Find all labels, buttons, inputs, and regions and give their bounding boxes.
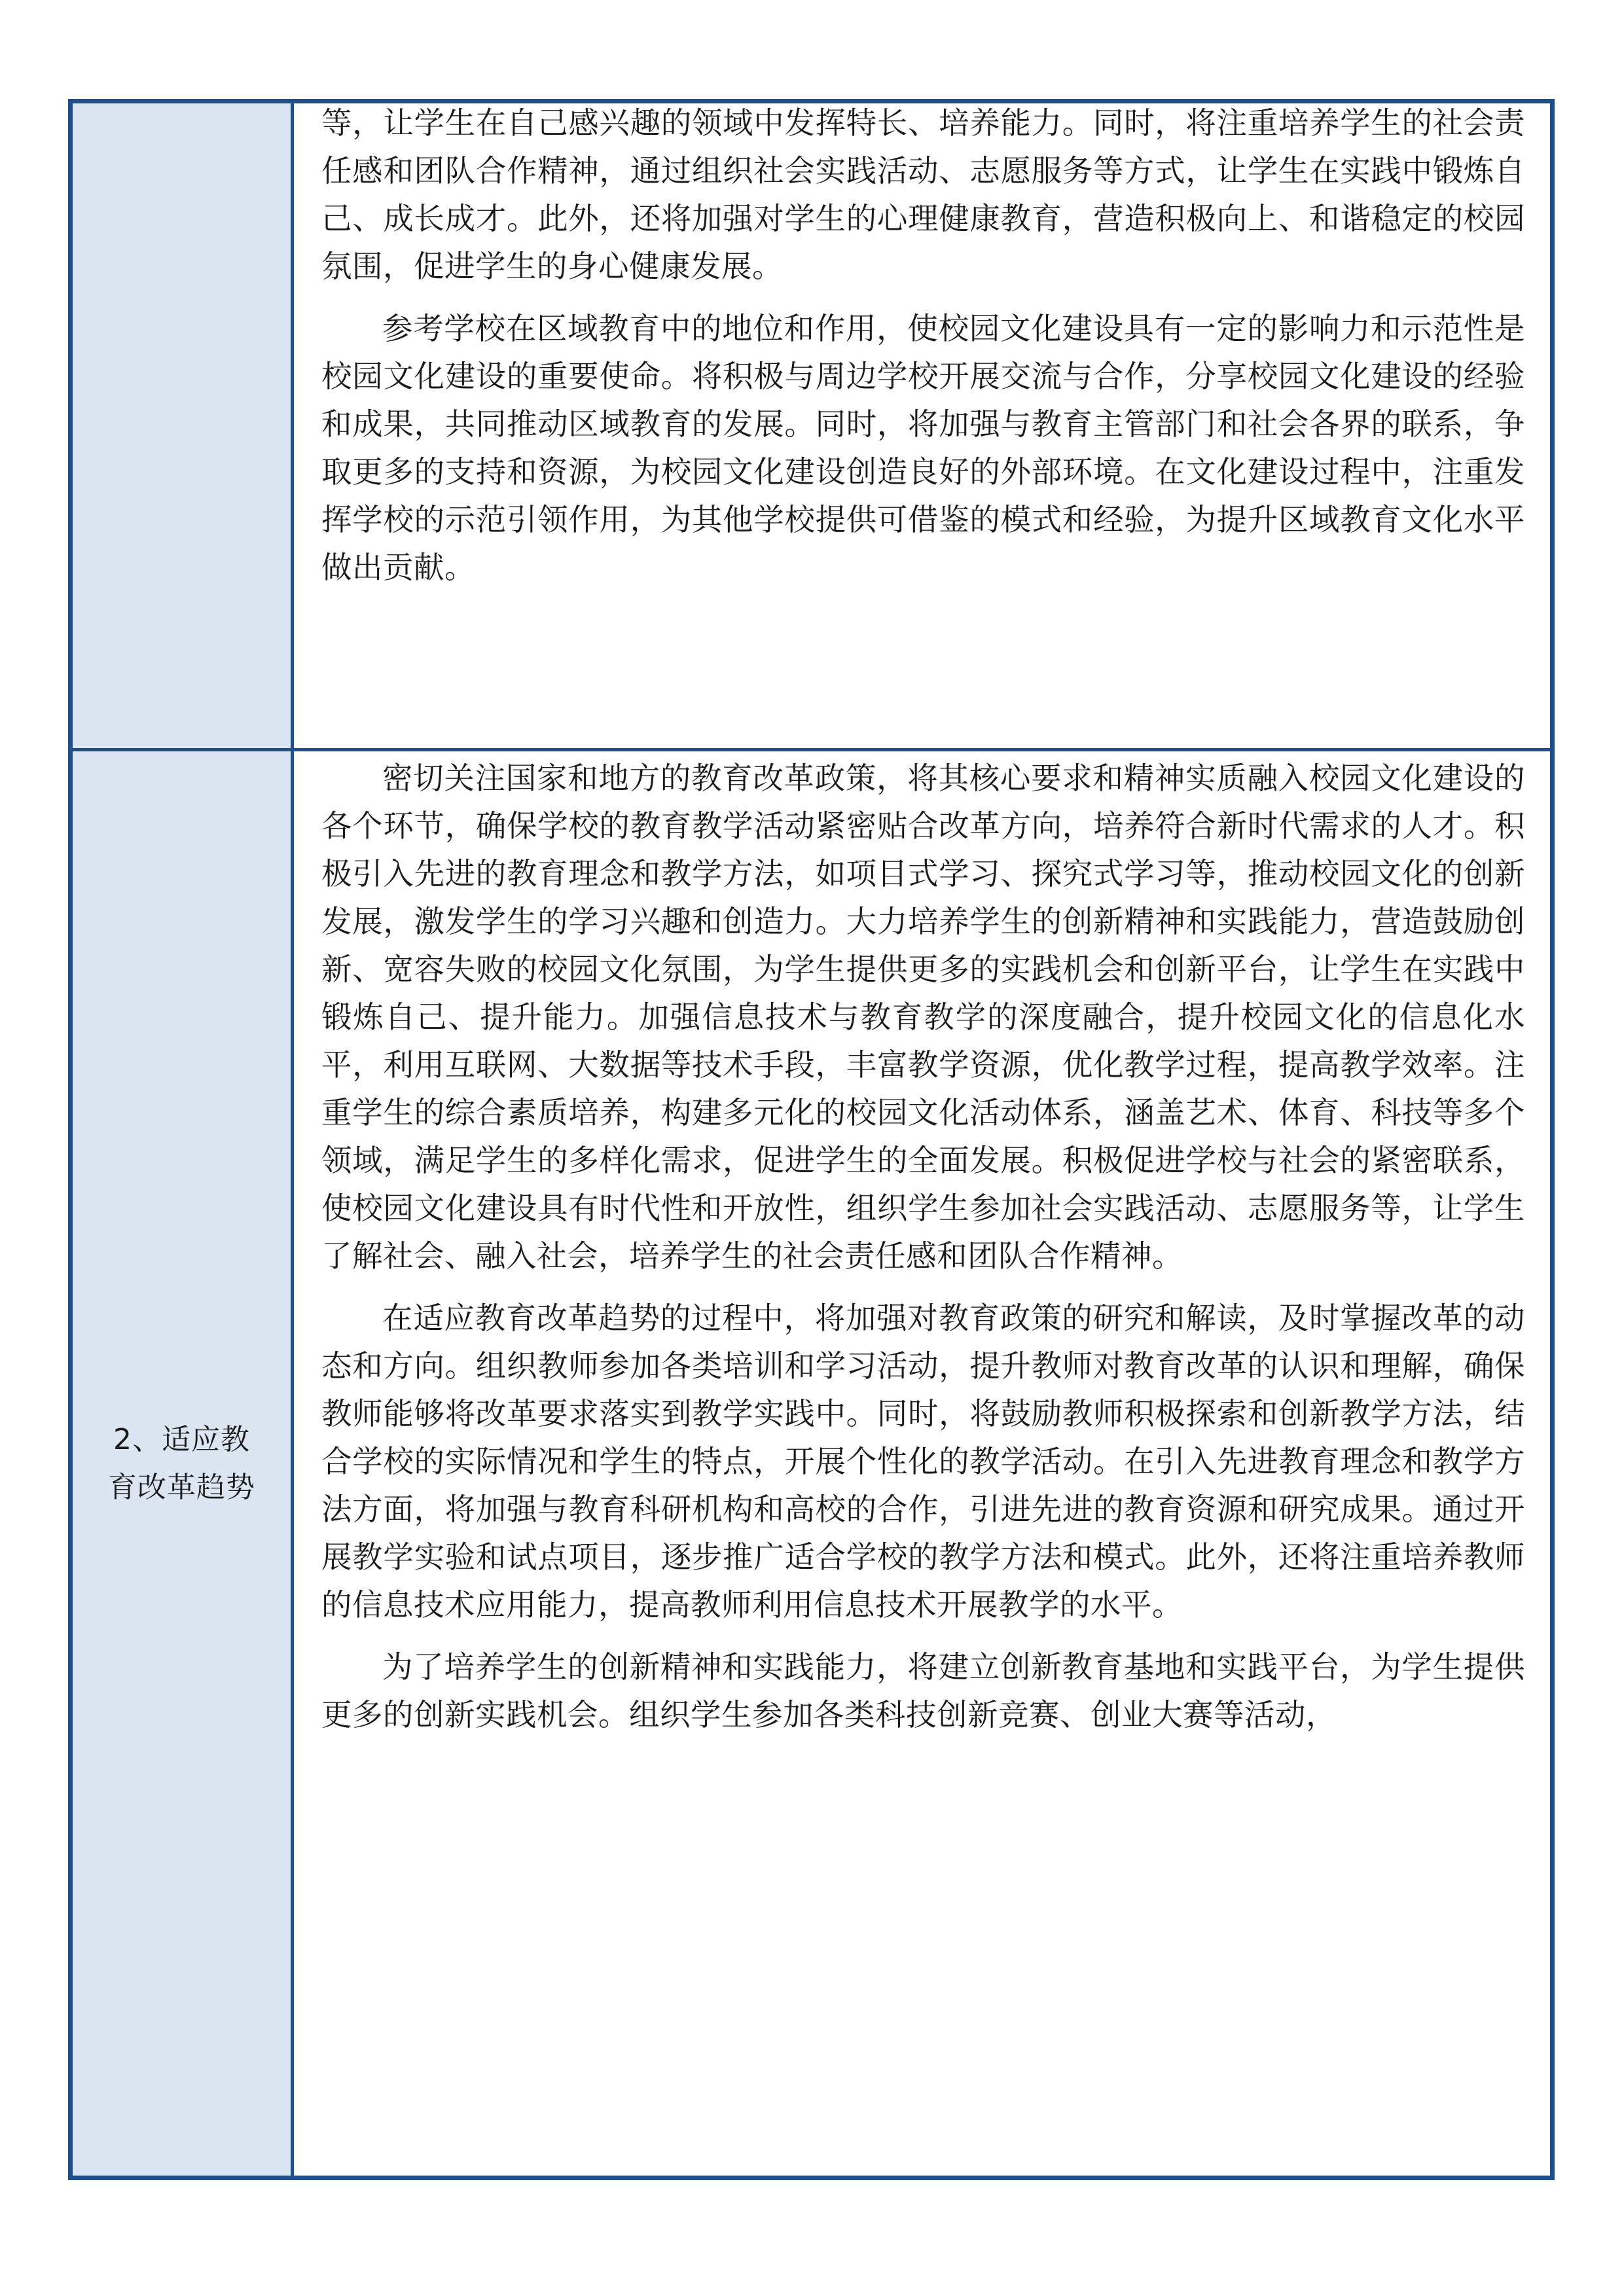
row-label-cell (73, 103, 294, 748)
table-row (73, 751, 1550, 2176)
document-table (68, 99, 1555, 2180)
row-content-cell (294, 103, 1550, 748)
paragraph: 为了培养学生的创新精神和实践能力，将建立创新教育基地和实践平台，为学生提供更多的创新实践机会。组织学生参加各类科技创新竞赛、创业大赛等活动， (321, 1649, 1525, 1732)
paragraph: 密切关注国家和地方的教育改革政策，将其核心要求和精神实质融入校园文化建设的各个环节，确保学校的教育教学活动紧密贴合改革方向，培养符合新时代需求的人才。积极引入先进的教育理念和教学方法，如项目式学习、探究式学习等，推动校园文化的创新发展，激发学生的学习兴趣和创造力。大力培养学生的创新精神和实践能力，营造鼓励创新、宽容失败的校园文化氛围，为学生提供更多的实践机会和创新平台，让学生在实践中锻炼自己、提升能力。加强信息技术与教育教学的深度融合，提升校园文化的信息化水平，利用互联网、大数据等技术手段，丰富教学资源，优化教学过程，提高教学效率。注重学生的综合素质培养，构建多元化的校园文化活动体系，涵盖艺术、体育、科技等多个领域，满足学生的多样化需求，促进学生的全面发展。积极促进学校与社会的紧密联系，使校园文化建设具有时代性和开放性，组织学生参加社会实践活动、志愿服务等，让学生了解社会、融入社会，培养学生的社会责任感和团队合作精神。 (321, 761, 1525, 1274)
paragraph: 参考学校在区域教育中的地位和作用，使校园文化建设具有一定的影响力和示范性是校园文化建设的重要使命。将积极与周边学校开展交流与合作，分享校园文化建设的经验和成果，共同推动区域教育的发展。同时，将加强与教育主管部门和社会各界的联系，争取更多的支持和资源，为校园文化建设创造良好的外部环境。在文化建设过程中，注重发挥学校的示范引领作用，为其他学校提供可借鉴的模式和经验，为提升区域教育文化水平做出贡献。 (321, 311, 1525, 585)
row-label: 2、适应教育改革趋势 (108, 1423, 255, 1504)
paragraph: 等，让学生在自己感兴趣的领域中发挥特长、培养能力。同时，将注重培养学生的社会责任感和团队合作精神，通过组织社会实践活动、志愿服务等方式，让学生在实践中锻炼自己、成长成才。此外，还将加强对学生的心理健康教育，营造积极向上、和谐稳定的校园氛围，促进学生的身心健康发展。 (321, 105, 1525, 284)
paragraph: 在适应教育改革趋势的过程中，将加强对教育政策的研究和解读，及时掌握改革的动态和方向。组织教师参加各类培训和学习活动，提升教师对教育改革的认识和理解，确保教师能够将改革要求落实到教学实践中。同时，将鼓励教师积极探索和创新教学方法，结合学校的实际情况和学生的特点，开展个性化的教学活动。在引入先进教育理念和教学方法方面，将加强与教育科研机构和高校的合作，引进先进的教育资源和研究成果。通过开展教学实验和试点项目，逐步推广适合学校的教学方法和模式。此外，还将注重培养教师的信息技术应用能力，提高教师利用信息技术开展教学的水平。 (321, 1300, 1525, 1623)
row-content-cell (294, 751, 1550, 2176)
row-label-cell (73, 751, 294, 2176)
table-row (73, 103, 1550, 751)
